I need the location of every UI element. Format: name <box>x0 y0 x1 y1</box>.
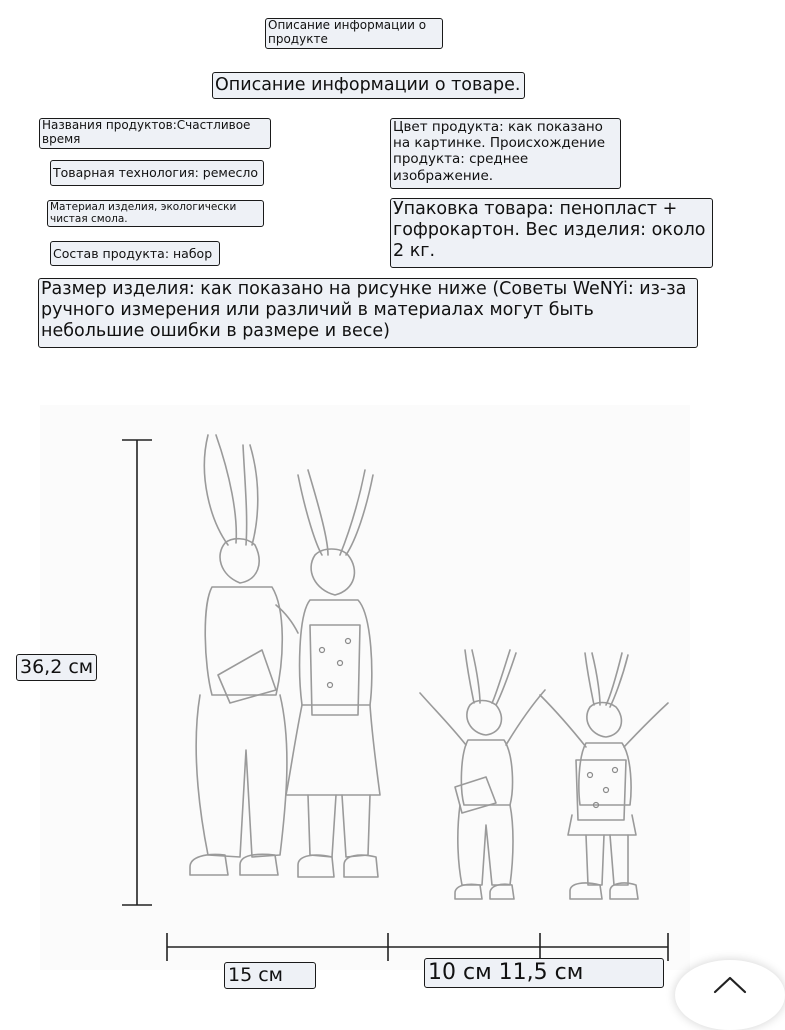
width-dimension-label-large <box>224 962 316 989</box>
spec-packaging <box>390 198 713 268</box>
width-dimension-label-small <box>424 958 664 988</box>
spec-color-origin-text: Цвет продукта: как показано на картинке. Происхождение продукта: среднее изображение. <box>393 119 606 184</box>
spec-composition <box>50 241 220 266</box>
spec-technology <box>50 160 264 186</box>
product-photo <box>40 405 690 970</box>
spec-technology-text: Товарная технология: ремесло <box>53 165 259 180</box>
product-info-small-title <box>265 18 443 49</box>
width-large-text: 15 см <box>228 964 283 986</box>
spec-color-origin <box>390 118 621 189</box>
main-title-text: Описание информации о товаре. <box>215 75 521 95</box>
chevron-up-icon <box>675 966 785 1006</box>
spec-product-name-text: Названия продуктов:Счастливое время <box>42 118 251 146</box>
height-dimension-label <box>16 654 97 681</box>
spec-material <box>47 200 264 227</box>
spec-composition-text: Состав продукта: набор <box>53 246 213 261</box>
scroll-to-top-button[interactable] <box>675 960 785 1030</box>
rabbit-figurines-illustration <box>40 405 690 970</box>
father-rabbit-figure <box>190 435 298 875</box>
small-rabbit-figure-right <box>540 653 668 899</box>
spec-packaging-text: Упаковка товара: пенопласт + гофрокартон. Вес изделия: около 2 кг. <box>393 199 706 261</box>
small-rabbit-figure-left <box>420 650 545 899</box>
spec-material-text: Материал изделия, экологически чистая смола. <box>50 201 237 226</box>
spec-size-note <box>38 278 698 348</box>
mother-rabbit-figure <box>286 470 380 877</box>
spec-product-name <box>39 118 271 149</box>
spec-size-note-text: Размер изделия: как показано на рисунке ниже (Советы WeNYi: из-за ручного измерения или различий в материалах могут быть небольшие ошибки в размере и весе) <box>41 279 687 341</box>
height-dimension-text: 36,2 см <box>20 656 94 678</box>
small-title-text: Описание информации о продукте <box>268 18 427 46</box>
product-info-main-title <box>212 72 525 99</box>
width-small-text: 10 см 11,5 см <box>428 960 584 985</box>
